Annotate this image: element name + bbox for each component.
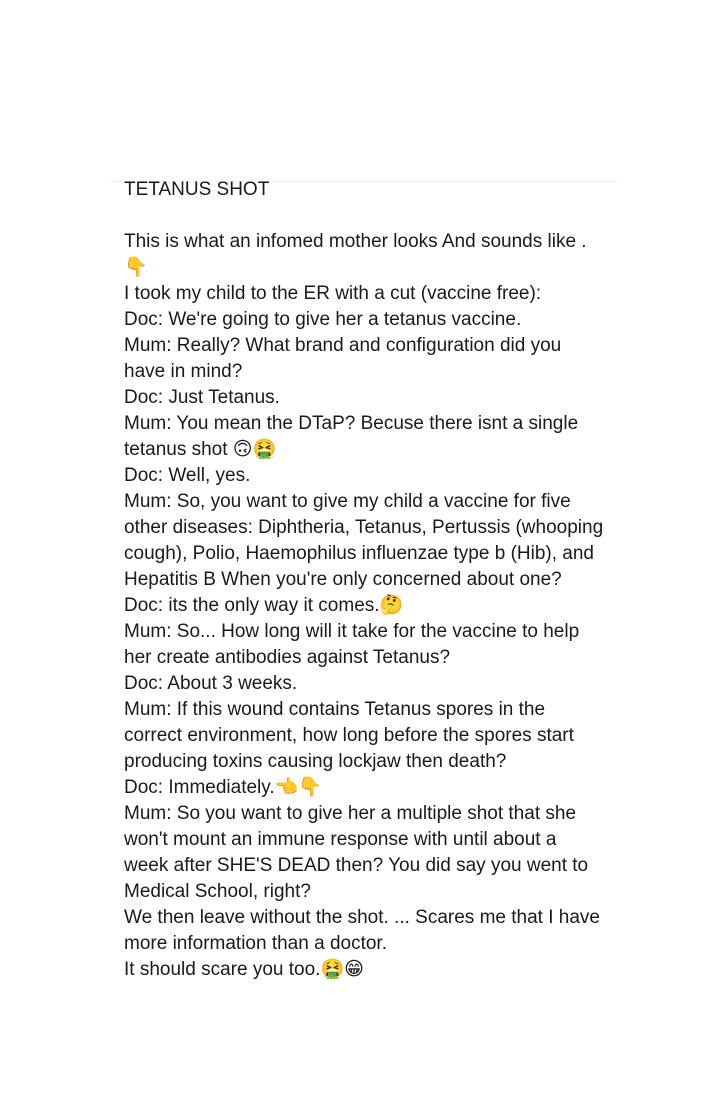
post-content — [124, 177, 604, 983]
blank-line — [124, 203, 604, 229]
post-title: TETANUS SHOT — [124, 179, 270, 200]
post-body: This is what an infomed mother looks And sounds like . 👇 I took my child to the ER with a cut (vaccine free): Doc: We're going to give her a tetanus vaccine. Mum: Really? What brand and configuration did you have in mind? Doc: Just Tetanus. Mum: You mean the DTaP? Becuse there isnt a single tetanus shot 🙃🤮 Doc: Well, yes. Mum: So, you want to give my child a vaccine for five other diseases: Diphtheria, Tetanus, Pertussis (whooping cough), Polio, Haemophilus influenzae type b (Hib), and Hepatitis B When you're only concerned about one? Doc: its the only way it comes.🤔 Mum: So... How long will it take for the vaccine to help her create antibodies against Tetanus? Doc: About 3 weeks. Mum: If this wound contains Tetanus spores in the correct environment, how long before the spores start producing toxins causing lockjaw then death? Doc: Immediately.👈👇 Mum: So you want to give her a multiple shot that she won't mount an immune response with until about a week after SHE'S DEAD then? You did say you went to Medical School, right? We then leave without the shot. ... Scares me that I have more information than a doctor. It should scare you too.🤮😁 — [124, 231, 604, 980]
